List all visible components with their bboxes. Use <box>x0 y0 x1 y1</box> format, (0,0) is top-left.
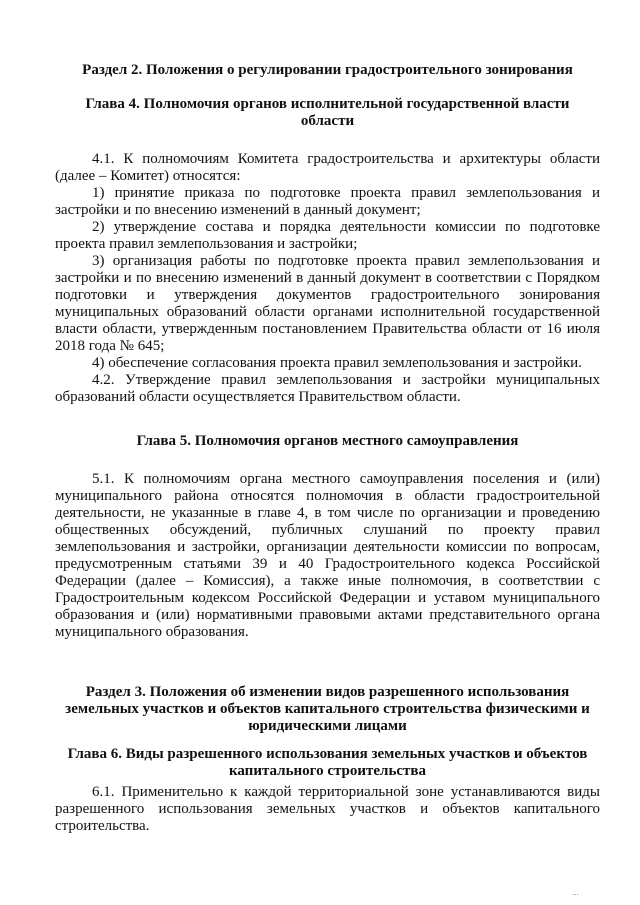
document-page <box>55 0 600 905</box>
chapter-4-title: Глава 4. Полномочия органов исполнительной государственной власти области <box>85 96 570 129</box>
chapter-5-title: Глава 5. Полномочия органов местного самоуправления <box>136 433 519 449</box>
paragraph-5-1: 5.1. К полномочиям органа местного самоуправления поселения и (или) муниципального района относятся полномочия в области градостроительной деятельности, не указанные в главе 4, в том числе по организации и проведению общественных обсуждений, публичных слушаний по проекту правил землепользования и застройки, организации деятельности комиссии по вопросам, предусмотренным статьями 39 и 40 Градостроительного кодекса Российской Федерации (далее – Комиссия), а также иные полномочия, в соответствии с Градостроительным кодексом Российской Федерации и уставом муниципального образования и (или) нормативными правовыми актами представительного органа муниципального образования. <box>55 471 600 640</box>
chapter-6-title: Глава 6. Виды разрешенного использования земельных участков и объектов капитального строительства <box>67 746 588 779</box>
paragraph-4-1: 4.1. К полномочиям Комитета градостроительства и архитектуры области (далее – Комитет) относятся: <box>55 151 600 184</box>
paragraph-6-1: 6.1. Применительно к каждой территориальной зоне устанавливаются виды разрешенного использования земельных участков и объектов капитального строительства. <box>55 784 600 834</box>
page-corner-mark: ··· <box>572 891 579 899</box>
paragraph-4-2: 4.2. Утверждение правил землепользования и застройки муниципальных образований области осуществляется Правительством области. <box>55 372 600 405</box>
section-2-title: Раздел 2. Положения о регулировании градостроительного зонирования <box>82 62 573 78</box>
paragraph-4-1-item-4: 4) обеспечение согласования проекта правил землепользования и застройки. <box>92 355 582 371</box>
paragraph-4-1-item-3: 3) организация работы по подготовке проекта правил землепользования и застройки и по внесению изменений в данный документ в соответствии с Порядком подготовки и утверждения документов градостроительного зонирования муниципальных образований области органами исполнительной государственной власти области, утвержденным постановлением Правительства области от 16 июля 2018 года № 645; <box>55 253 600 354</box>
paragraph-4-1-item-1: 1) принятие приказа по подготовке проекта правил землепользования и застройки и по внесению изменений в данный документ; <box>55 185 600 218</box>
paragraph-4-1-item-2: 2) утверждение состава и порядка деятельности комиссии по подготовке проекта правил землепользования и застройки; <box>55 219 600 252</box>
section-3-title: Раздел 3. Положения об изменении видов разрешенного использования земельных участков и объектов капитального строительства физическими и юридическими лицами <box>65 684 590 734</box>
